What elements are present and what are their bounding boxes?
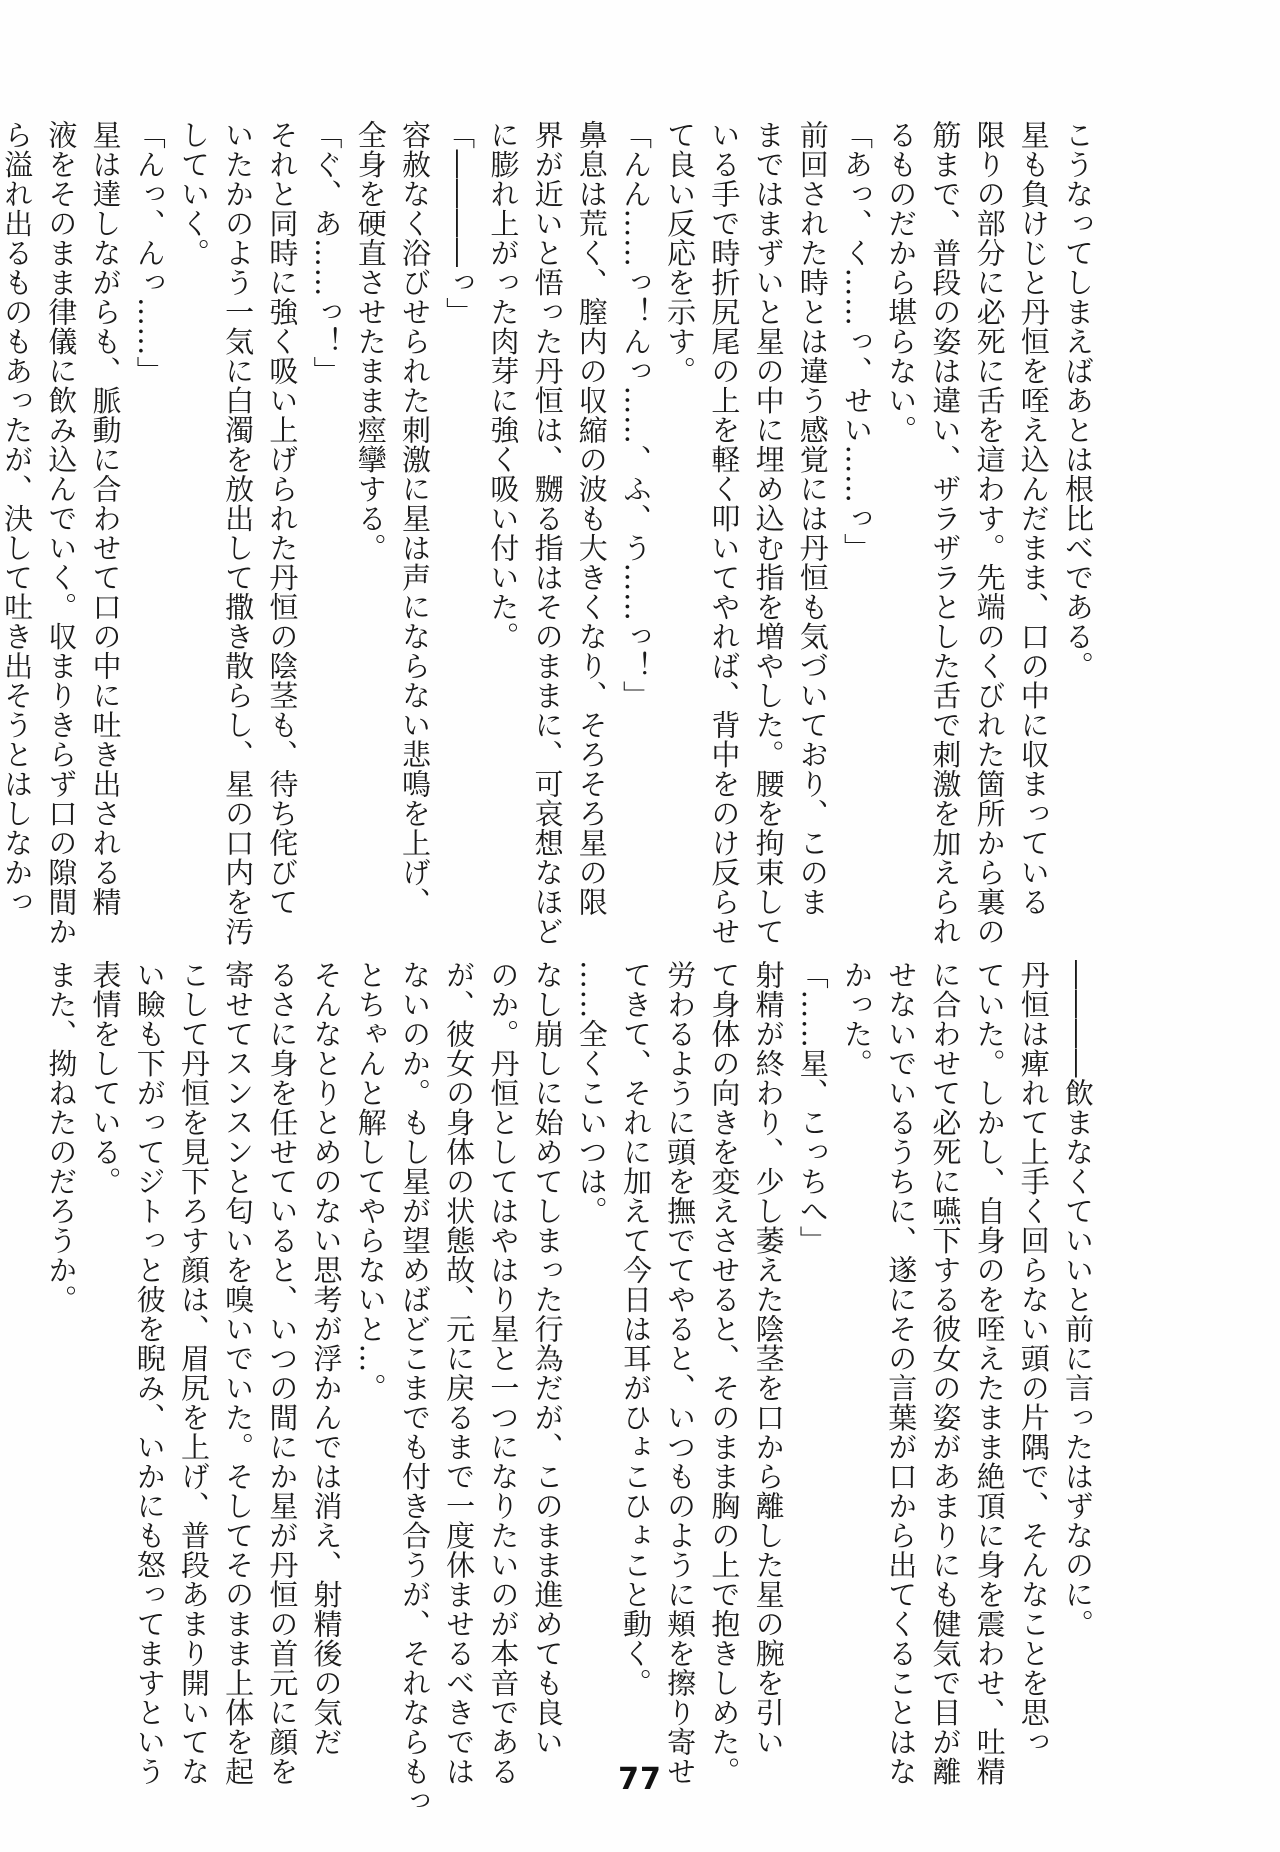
text-line: いる手で時折尻尾の上を軽く叩いてやれば、背中をのけ反らせ: [707, 120, 742, 946]
text-line: に合わせて必死に嚥下する彼女の姿があまりにも健気で目が離: [928, 960, 963, 1786]
text-line: 「……星、こっちへ」: [795, 960, 830, 1255]
text-line: とちゃんと解してやらないと…。: [353, 960, 388, 1403]
text-line: こして丹恒を見下ろす顔は、眉尻を上げ、普段あまり開いてな: [176, 960, 211, 1786]
text-line: 「んっ、んっ……」: [132, 120, 167, 386]
text-line: 限りの部分に必死に舌を這わす。先端のくびれた箇所から裏の: [972, 120, 1007, 946]
text-line: 「ぐ、あ……っ！」: [309, 120, 344, 386]
text-line: て良い反応を示す。: [663, 120, 698, 386]
text-line: ――――飲まなくていいと前に言ったはずなのに。: [1061, 960, 1095, 1639]
text-line: 丹恒は痺れて上手く回らない頭の片隅で、そんなことを思っ: [1016, 960, 1051, 1757]
text-line: 星は達しながらも、脈動に合わせて口の中に吐き出される精: [88, 120, 123, 917]
text-line: 寄せてスンスンと匂いを嗅いでいた。そしてそのまま上体を起: [221, 960, 256, 1786]
text-line: していく。: [176, 120, 211, 268]
text-line: 容赦なく浴びせられた刺激に星は声にならない悲鳴を上げ、: [397, 120, 432, 917]
text-line: るさに身を任せていると、いつの間にか星が丹恒の首元に顔を: [265, 960, 300, 1786]
page-number: 77: [618, 1762, 662, 1797]
text-line: 筋まで、普段の姿は違い、ザラザラとした舌で刺激を加えられ: [928, 120, 963, 946]
text-line: ……全くこいつは。: [574, 960, 609, 1226]
text-line: ないのか。もし星が望めばどこまでも付き合うが、それならもっ: [397, 960, 432, 1816]
text-line: 星も負けじと丹恒を咥え込んだまま、口の中に収まっている: [1016, 120, 1051, 917]
text-line: ら溢れ出るものもあったが、決して吐き出そうとはしなかっ: [0, 120, 35, 917]
text-line: が、彼女の身体の状態故、元に戻るまで一度休ませるべきでは: [442, 960, 477, 1786]
text-line: まではまずいと星の中に埋め込む指を増やした。腰を拘束して: [751, 120, 786, 946]
text-line: 「――――っ」: [442, 120, 477, 327]
text-line: 鼻息は荒く、膣内の収縮の波も大きくなり、そろそろ星の限: [574, 120, 609, 917]
text-line: いたかのよう一気に白濁を放出して撒き散らし、星の口内を汚: [221, 120, 256, 946]
text-line: 全身を硬直させたまま痙攣する。: [353, 120, 388, 563]
text-line: のか。丹恒としてはやはり星と一つになりたいのが本音である: [486, 960, 521, 1786]
text-line: るものだから堪らない。: [884, 120, 919, 445]
text-line: それと同時に強く吸い上げられた丹恒の陰茎も、待ち侘びて: [265, 120, 300, 917]
text-line: 「んん……っ！んっ……、ふ、う……っ！」: [618, 120, 653, 710]
text-line: 表情をしている。: [88, 960, 123, 1196]
text-line: 射精が終わり、少し萎えた陰茎を口から離した星の腕を引い: [751, 960, 786, 1757]
text-line: せないでいるうちに、遂にその言葉が口から出てくることはな: [884, 960, 919, 1786]
text-line: 界が近いと悟った丹恒は、嬲る指はそのままに、可哀想なほど: [530, 120, 565, 946]
text-line: 労わるように頭を撫でてやると、いつものように頬を擦り寄せ: [663, 960, 698, 1786]
text-block-top: [0, 120, 1100, 946]
text-line: かった。: [839, 960, 874, 1078]
text-line: い瞼も下がってジトっと彼を睨み、いかにも怒ってますという: [132, 960, 167, 1786]
text-line: ていた。しかし、自身のを咥えたまま絶頂に身を震わせ、吐精: [972, 960, 1007, 1786]
text-line: 前回された時とは違う感覚には丹恒も気づいており、このま: [795, 120, 830, 917]
text-line: てきて、それに加えて今日は耳がひょこひょこと動く。: [618, 960, 653, 1698]
text-line: に膨れ上がった肉芽に強く吸い付いた。: [486, 120, 521, 651]
text-line: また、拗ねたのだろうか。: [44, 960, 79, 1314]
text-line: て身体の向きを変えさせると、そのまま胸の上で抱きしめた。: [707, 960, 742, 1786]
text-line: こうなってしまえばあとは根比べである。: [1061, 120, 1095, 681]
text-line: 液をそのまま律儀に飲み込んでいく。収まりきらず口の隙間か: [44, 120, 79, 946]
text-line: なし崩しに始めてしまった行為だが、このまま進めても良い: [530, 960, 565, 1757]
text-line: 「あっ、く……っ、せい……っ」: [839, 120, 874, 563]
text-line: そんなとりとめのない思考が浮かんでは消え、射精後の気だ: [309, 960, 344, 1757]
